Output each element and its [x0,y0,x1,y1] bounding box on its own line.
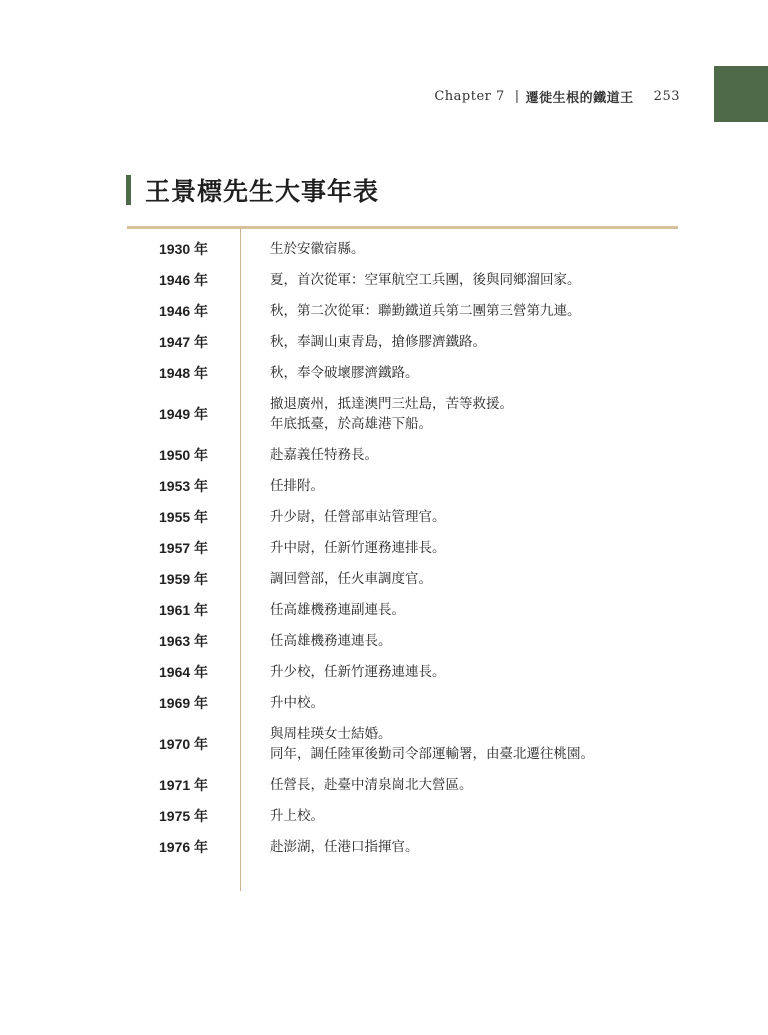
timeline-event-line: 秋，奉調山東青島，搶修膠濟鐵路。 [270,334,486,350]
timeline-event [240,363,419,383]
timeline-event [240,806,324,826]
page-number: 253 [653,88,680,104]
timeline-event-line: 赴澎湖，任港口指揮官。 [270,839,419,855]
timeline-row [127,569,678,589]
timeline-row [127,806,678,826]
timeline-year: 1961 年 [159,602,209,618]
timeline-event-line: 調回營部，任火車調度官。 [270,571,432,587]
title-accent-bar [126,175,131,205]
timeline-event-line: 同年，調任陸軍後勤司令部運輸署，由臺北遷往桃園。 [270,746,594,762]
page-title: 王景標先生大事年表 [145,177,380,206]
timeline-event-line: 撤退廣州，抵達澳門三灶島，苦等救援。 [270,396,513,412]
timeline-event [240,775,473,795]
timeline-row [127,538,678,558]
timeline-year: 1950 年 [159,447,209,463]
timeline-event [240,239,365,259]
timeline-row [127,662,678,682]
timeline-event [240,332,486,352]
timeline-row [127,693,678,713]
timeline-year: 1947 年 [159,334,209,350]
chapter-tab [714,66,768,122]
timeline-year: 1930 年 [159,241,209,257]
timeline-event-line: 秋，第二次從軍：聯勤鐵道兵第二團第三營第九連。 [270,303,581,319]
title-rule [127,226,678,229]
timeline-row [127,631,678,651]
timeline-row [127,837,678,857]
timeline-row [127,507,678,527]
header-separator: | [514,88,520,104]
timeline-table [127,239,678,868]
running-header [0,86,680,106]
timeline-event [240,662,446,682]
timeline-event-line: 生於安徽宿縣。 [270,241,365,257]
timeline-event [240,837,419,857]
timeline-row [127,394,678,434]
timeline-event-line: 任高雄機務連連長。 [270,633,392,649]
timeline-row [127,270,678,290]
timeline-event-line: 與周桂瑛女士結婚。 [270,726,392,742]
timeline-row [127,239,678,259]
timeline-year: 1957 年 [159,540,209,556]
timeline-event-line: 升上校。 [270,808,324,824]
timeline-row [127,775,678,795]
timeline-event [240,476,324,496]
timeline-row [127,332,678,352]
timeline-event-line: 任營長，赴臺中清泉崗北大營區。 [270,777,473,793]
timeline-year: 1976 年 [159,839,209,855]
timeline-event-line: 任高雄機務連副連長。 [270,602,405,618]
timeline-event [240,538,446,558]
timeline-event [240,724,594,764]
timeline-year: 1963 年 [159,633,209,649]
timeline-year: 1953 年 [159,478,209,494]
timeline-year: 1959 年 [159,571,209,587]
timeline-row [127,476,678,496]
timeline-row [127,724,678,764]
timeline-year: 1948 年 [159,365,209,381]
timeline-event-line: 赴嘉義任特務長。 [270,447,378,463]
timeline-year: 1946 年 [159,272,209,288]
timeline-row [127,600,678,620]
timeline-event-line: 升中尉，任新竹運務連排長。 [270,540,446,556]
timeline-year: 1955 年 [159,509,209,525]
timeline-event-line: 升少尉，任營部車站管理官。 [270,509,446,525]
timeline-event [240,631,392,651]
timeline-year: 1946 年 [159,303,209,319]
title-block [126,172,379,208]
timeline-year: 1970 年 [159,736,209,752]
timeline-event [240,600,405,620]
timeline-event [240,569,432,589]
timeline-event-line: 夏，首次從軍：空軍航空工兵團，後與同鄉溜回家。 [270,272,581,288]
timeline-event [240,507,446,527]
timeline-event-line: 升中校。 [270,695,324,711]
timeline-event-line: 秋，奉令破壞膠濟鐵路。 [270,365,419,381]
timeline-year: 1971 年 [159,777,209,793]
chapter-label: Chapter 7 [434,88,505,104]
chapter-subtitle: 遷徙生根的鐵道王 [525,90,634,106]
timeline-event [240,270,581,290]
timeline-year: 1975 年 [159,808,209,824]
timeline-event-line: 年底抵臺，於高雄港下船。 [270,416,432,432]
timeline-event [240,445,378,465]
timeline-row [127,363,678,383]
timeline-event [240,394,513,434]
timeline-year: 1969 年 [159,695,209,711]
timeline-year: 1949 年 [159,406,209,422]
timeline-event-line: 升少校，任新竹運務連連長。 [270,664,446,680]
timeline-event-line: 任排附。 [270,478,324,494]
timeline-row [127,445,678,465]
timeline-year: 1964 年 [159,664,209,680]
timeline-event [240,693,324,713]
timeline-event [240,301,581,321]
timeline-row [127,301,678,321]
